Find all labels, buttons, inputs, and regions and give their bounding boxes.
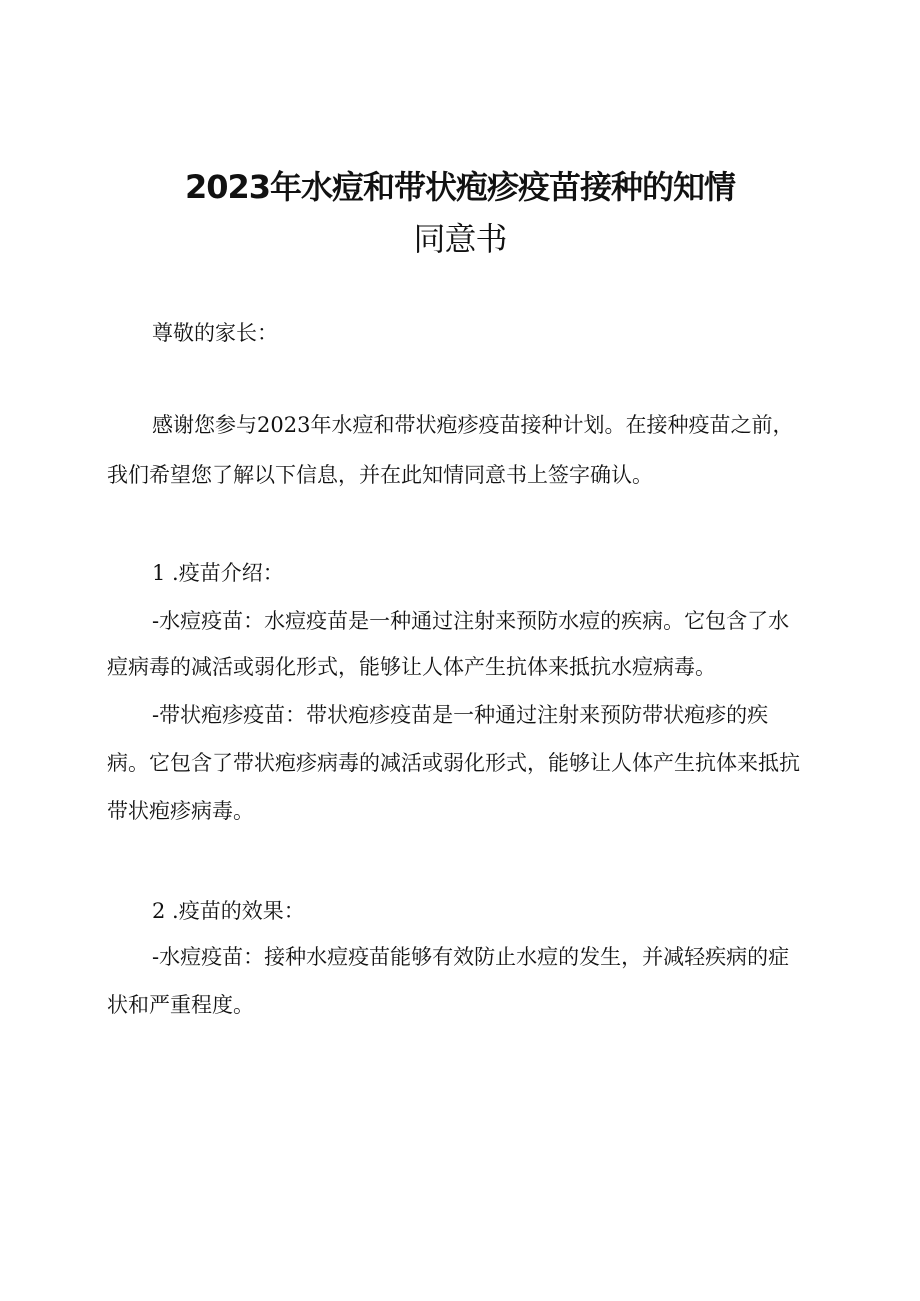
intro-line-1: 感谢您参与2023年水痘和带状疱疹疫苗接种计划。在接种疫苗之前， [152,413,794,437]
document-title-line-2: 同意书 [413,220,507,258]
section-1-zoster-line-1: -带状疱疹疫苗：带状疱疹疫苗是一种通过注射来预防带状疱疹的疾 [152,703,769,727]
section-2-varicella-line-2: 状和严重程度。 [107,993,254,1017]
intro-line-2: 我们希望您了解以下信息，并在此知情同意书上签字确认。 [107,463,653,487]
document-title-line-1: 2023年水痘和带状疱疹疫苗接种的知情 [184,168,736,206]
section-1-heading: 1 .疫苗介绍： [152,561,284,585]
section-1-varicella-line-1: -水痘疫苗：水痘疫苗是一种通过注射来预防水痘的疾病。它包含了水 [152,609,790,633]
section-2-varicella-line-1: -水痘疫苗：接种水痘疫苗能够有效防止水痘的发生，并减轻疾病的症 [152,945,790,969]
section-1-zoster-line-3: 带状疱疹病毒。 [107,799,254,823]
section-1-varicella-line-2: 痘病毒的减活或弱化形式，能够让人体产生抗体来抵抗水痘病毒。 [107,655,716,679]
section-1-zoster-line-2: 病。它包含了带状疱疹病毒的减活或弱化形式，能够让人体产生抗体来抵抗 [107,751,800,775]
section-2-heading: 2 .疫苗的效果： [152,899,305,923]
salutation: 尊敬的家长： [152,321,278,345]
